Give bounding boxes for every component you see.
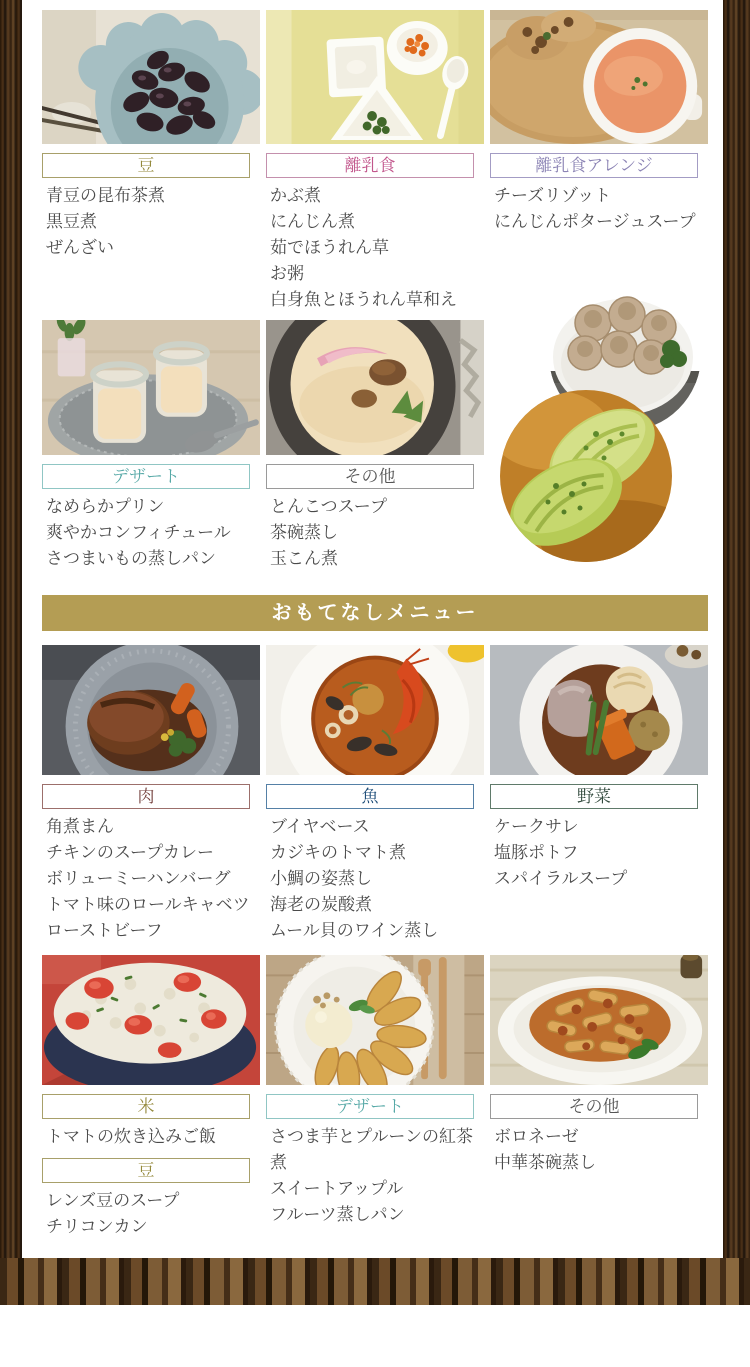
photo-penne-bolognese [490,955,708,1085]
menu-item: 海老の炭酸煮 [270,895,372,914]
category-label-meat: 肉 [42,784,250,809]
category-label-fish: 魚 [266,784,474,809]
photo-pudding-jars [42,320,260,455]
menu-item: ムール貝のワイン蒸し [270,921,439,940]
column-baby-food-arrange [490,10,708,313]
menu-list-beans-2 [42,1188,251,1240]
menu-item: 中華茶碗蒸し [494,1153,596,1172]
menu-list-meat [42,814,260,944]
photo-bouillabaisse [266,645,484,775]
category-label-other: その他 [266,464,474,489]
category-label-beans: 豆 [42,153,250,178]
category-label-rice: 米 [42,1094,250,1119]
column-beans [42,10,260,313]
menu-item: 白身魚とほうれん草和え [270,290,457,309]
category-label-dessert-2: デザート [266,1094,474,1119]
menu-item: レンズ豆のスープ [46,1191,180,1210]
menu-list-dessert [42,494,260,572]
menu-item: ケークサレ [494,817,579,836]
menu-item: ローストビーフ [46,921,163,940]
menu-item: ボロネーゼ [494,1127,579,1146]
section-omotenashi-row-2 [42,955,708,1240]
menu-item: にんじん煮 [270,212,355,231]
menu-item: 茹でほうれん草 [270,238,389,257]
menu-item: トマトの炊き込みご飯 [46,1127,216,1146]
menu-item: チリコンカン [46,1217,148,1236]
menu-item: カジキのトマト煮 [270,843,406,862]
menu-item: 角煮まん [46,817,114,836]
menu-list-baby-food [266,183,484,313]
menu-item: 塩豚ポトフ [494,843,579,862]
wood-border-bottom [0,1258,750,1305]
menu-list-other-2 [490,1124,699,1176]
menu-item: 黒豆煮 [46,212,97,231]
photo-pot-au-feu [490,645,708,775]
menu-item: 爽やかコンフィチュール [46,523,231,542]
menu-item: にんじんポタージュスープ [494,212,696,231]
menu-item: さつまいもの蒸しパン [46,549,216,568]
category-label-baby-food: 離乳食 [266,153,474,178]
photo-baby-food [266,10,484,144]
column-vegetable [490,645,708,944]
photo-carrot-potage [490,10,708,144]
column-rice-beans [42,955,260,1240]
menu-list-other [266,494,484,572]
column-dessert-2 [266,955,484,1240]
menu-item: スパイラルスープ [494,869,628,888]
menu-item: ぜんざい [46,238,114,257]
column-other-2 [490,955,708,1240]
menu-item: さつま芋とプルーンの紅茶煮 [270,1127,473,1172]
column-dessert [42,320,260,572]
category-label-other-2: その他 [490,1094,698,1119]
menu-item: トマト味のロールキャベツ [46,895,250,914]
photo-chawanmushi [266,320,484,455]
menu-item: お粥 [270,264,304,283]
wood-border-left [0,0,22,1258]
photo-sweet-apple [266,955,484,1085]
wood-border-right [723,0,750,1258]
menu-list-fish [266,814,484,944]
menu-item: かぶ煮 [270,186,321,205]
section-omotenashi-row-1 [42,645,708,944]
menu-item: ブイヤベース [270,817,370,836]
photo-black-beans [42,10,260,144]
menu-item: 茶碗蒸し [270,523,338,542]
menu-list-dessert-2 [266,1124,475,1228]
column-other [266,320,484,572]
menu-item: 小鯛の姿蒸し [270,869,372,888]
menu-item: 青豆の昆布茶煮 [46,186,165,205]
category-label-dessert: デザート [42,464,250,489]
menu-list-rice [42,1124,251,1150]
menu-item: とんこつスープ [270,497,387,516]
menu-list-baby-food-arrange [490,183,708,235]
omotenashi-banner: おもてなしメニュー [42,595,708,631]
menu-list-beans [42,183,260,261]
photo-hamburg-steak [42,645,260,775]
category-label-beans-2: 豆 [42,1158,250,1183]
column-fish [266,645,484,944]
column-meat [42,645,260,944]
category-label-vegetable: 野菜 [490,784,698,809]
menu-item: なめらかプリン [46,497,165,516]
section-daily-row-1 [42,10,708,313]
menu-item: チキンのスープカレー [46,843,214,862]
photo-tomato-rice [42,955,260,1085]
menu-item: スイートアップル [270,1179,404,1198]
photo-cabbage-rolls [500,390,672,562]
menu-item: 玉こん煮 [270,549,338,568]
category-label-baby-food-arrange: 離乳食アレンジ [490,153,698,178]
menu-item: フルーツ蒸しパン [270,1205,405,1224]
menu-list-vegetable [490,814,708,892]
column-baby-food [266,10,484,313]
menu-item: チーズリゾット [494,186,612,205]
menu-item: ボリューミーハンバーグ [46,869,231,888]
